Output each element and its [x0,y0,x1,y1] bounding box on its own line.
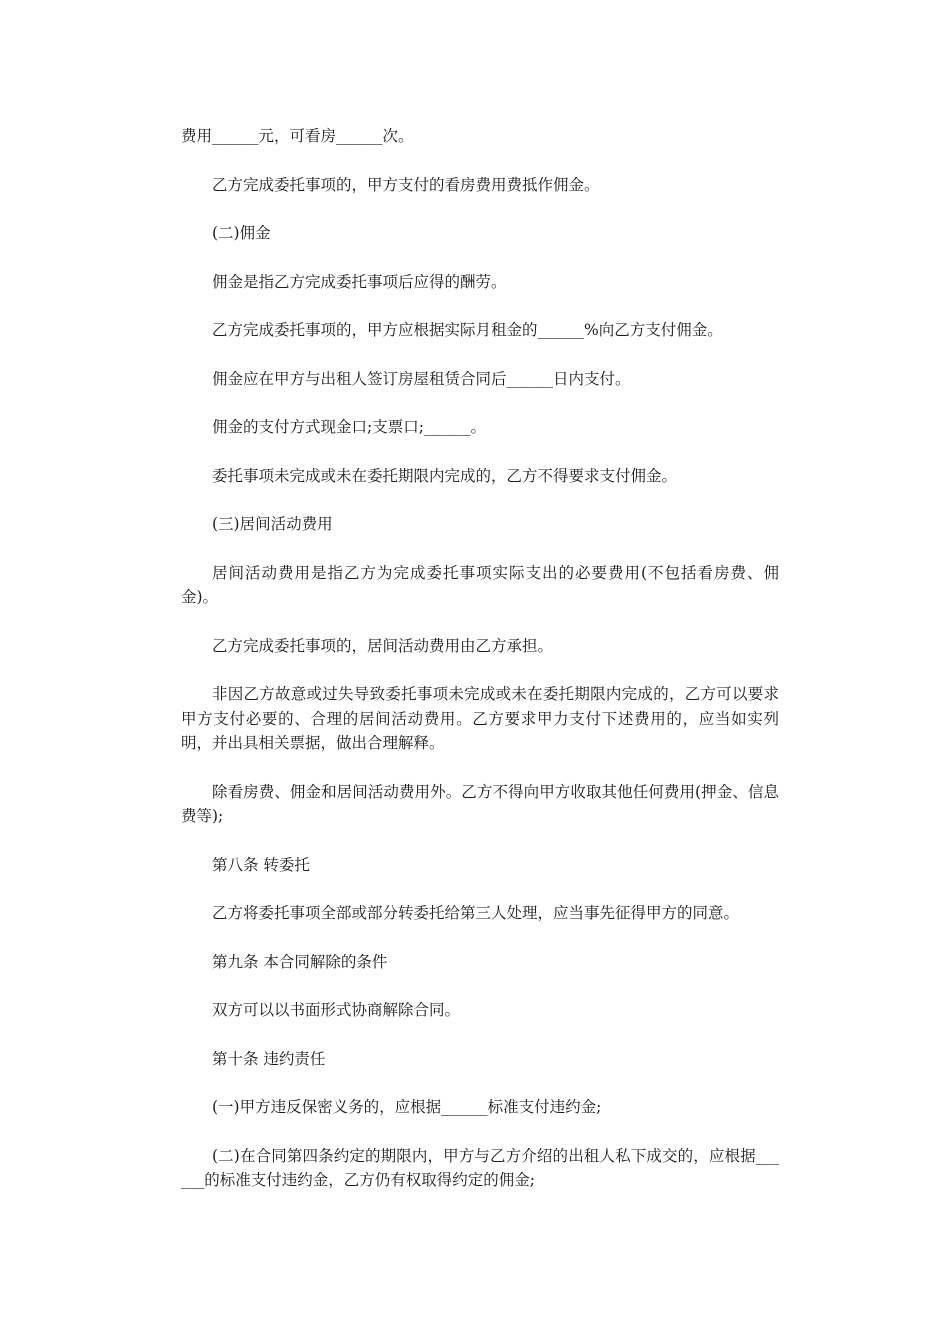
section-heading-commission: (二)佣金 [212,224,271,242]
paragraph-commission-deadline: 佣金应在甲方与出租人签订房屋租赁合同后______日内支付。 [212,369,631,388]
article-heading-8: 第八条 转委托 [212,855,310,874]
document-body [181,124,779,1217]
paragraph-breach-confidentiality: (一)甲方违反保密义务的，应根据______标准支付违约金; [212,1098,602,1116]
paragraph-commission-unfinished: 委托事项未完成或未在委托期限内完成的，乙方不得要求支付佣金。 [212,466,678,485]
paragraph-viewing-fee-offset: 乙方完成委托事项的，甲方支付的看房费用费抵作佣金。 [212,175,600,194]
paragraph-no-other-fees: 除看房费、佣金和居间活动费用外。乙方不得向甲方收取其他任何费用(押金、信息费等); [181,782,779,825]
paragraph-termination: 双方可以以书面形式协商解除合同。 [212,1001,461,1019]
paragraph-commission-payment-method: 佣金的支付方式现金口;支票口;______。 [212,418,486,436]
paragraph-intermediary-costs-reimbursement: 非因乙方故意或过失导致委托事项未完成或未在委托期限内完成的，乙方可以要求甲方支付必要的、合理的居间活动费用。乙方要求甲力支付下述费用的，应当如实列明，并出具相关票据，做出合理解释。 [181,685,779,752]
paragraph-breach-private-deal: (二)在合同第四条约定的期限内，甲方与乙方介绍的出租人私下成交的，应根据______的标准支付违约金，乙方仍有权取得约定的佣金; [181,1146,779,1189]
article-heading-9: 第九条 本合同解除的条件 [212,952,388,971]
paragraph-viewing-fee: 费用______元，可看房______次。 [181,127,414,145]
paragraph-intermediary-costs-borne: 乙方完成委托事项的，居间活动费用由乙方承担。 [212,636,554,655]
paragraph-commission-rate: 乙方完成委托事项的，甲方应根据实际月租金的______%向乙方支付佣金。 [212,321,723,339]
paragraph-subdelegation: 乙方将委托事项全部或部分转委托给第三人处理，应当事先征得甲方的同意。 [212,904,740,922]
article-heading-10: 第十条 违约责任 [212,1049,326,1068]
paragraph-intermediary-costs-definition: 居间活动费用是指乙方为完成委托事项实际支出的必要费用(不包括看房费、佣金)。 [181,563,779,606]
section-heading-intermediary-costs: (三)居间活动费用 [212,515,333,533]
paragraph-commission-definition: 佣金是指乙方完成委托事项后应得的酬劳。 [212,272,507,291]
